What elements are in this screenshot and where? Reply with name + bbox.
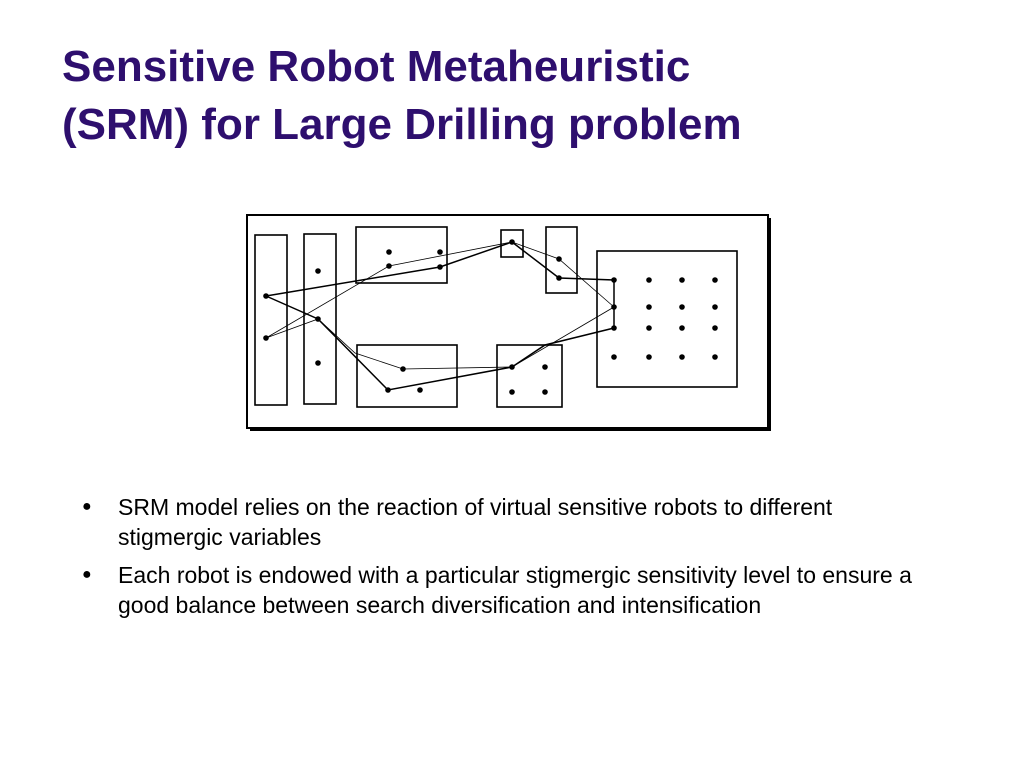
drill-point [712, 277, 718, 283]
drill-point [315, 268, 321, 274]
title-line-2: (SRM) for Large Drilling problem [62, 100, 742, 149]
drill-point [712, 304, 718, 310]
bullet-icon: ● [82, 498, 92, 515]
drill-point [263, 293, 269, 299]
slide-title [62, 38, 962, 154]
board-frame [247, 215, 768, 428]
drill-point [437, 249, 443, 255]
drill-point [386, 263, 392, 269]
drill-point [646, 304, 652, 310]
bullet-icon: ● [82, 566, 92, 583]
bullet-list [80, 492, 940, 628]
drill-point [385, 387, 391, 393]
drill-point [509, 389, 515, 395]
drill-point [679, 277, 685, 283]
drill-point [437, 264, 443, 270]
drill-point [315, 360, 321, 366]
drill-point [386, 249, 392, 255]
drill-point [679, 325, 685, 331]
bullet-text: SRM model relies on the reaction of virtual sensitive robots to different stigmergic variables [118, 494, 833, 550]
drill-point [679, 354, 685, 360]
drill-point [542, 364, 548, 370]
drill-point [646, 354, 652, 360]
bullet-text: Each robot is endowed with a particular stigmergic sensitivity level to ensure a good balance between search diversification and intensification [118, 562, 912, 618]
drill-point [712, 325, 718, 331]
drill-point [417, 387, 423, 393]
drill-point [611, 325, 617, 331]
drill-point [611, 304, 617, 310]
drill-point [400, 366, 406, 372]
drill-point [556, 256, 562, 262]
drill-point [679, 304, 685, 310]
drill-point [556, 275, 562, 281]
drill-point [263, 335, 269, 341]
drill-point [646, 277, 652, 283]
drill-point [646, 325, 652, 331]
bullet-item [80, 492, 940, 552]
bullet-item [80, 560, 940, 620]
drill-point [509, 364, 515, 370]
drill-point [611, 277, 617, 283]
drill-point [509, 239, 515, 245]
title-line-1: Sensitive Robot Metaheuristic [62, 42, 691, 91]
drill-point [542, 389, 548, 395]
drill-point [712, 354, 718, 360]
drill-point [315, 316, 321, 322]
drill-point [611, 354, 617, 360]
drilling-diagram [240, 210, 780, 438]
